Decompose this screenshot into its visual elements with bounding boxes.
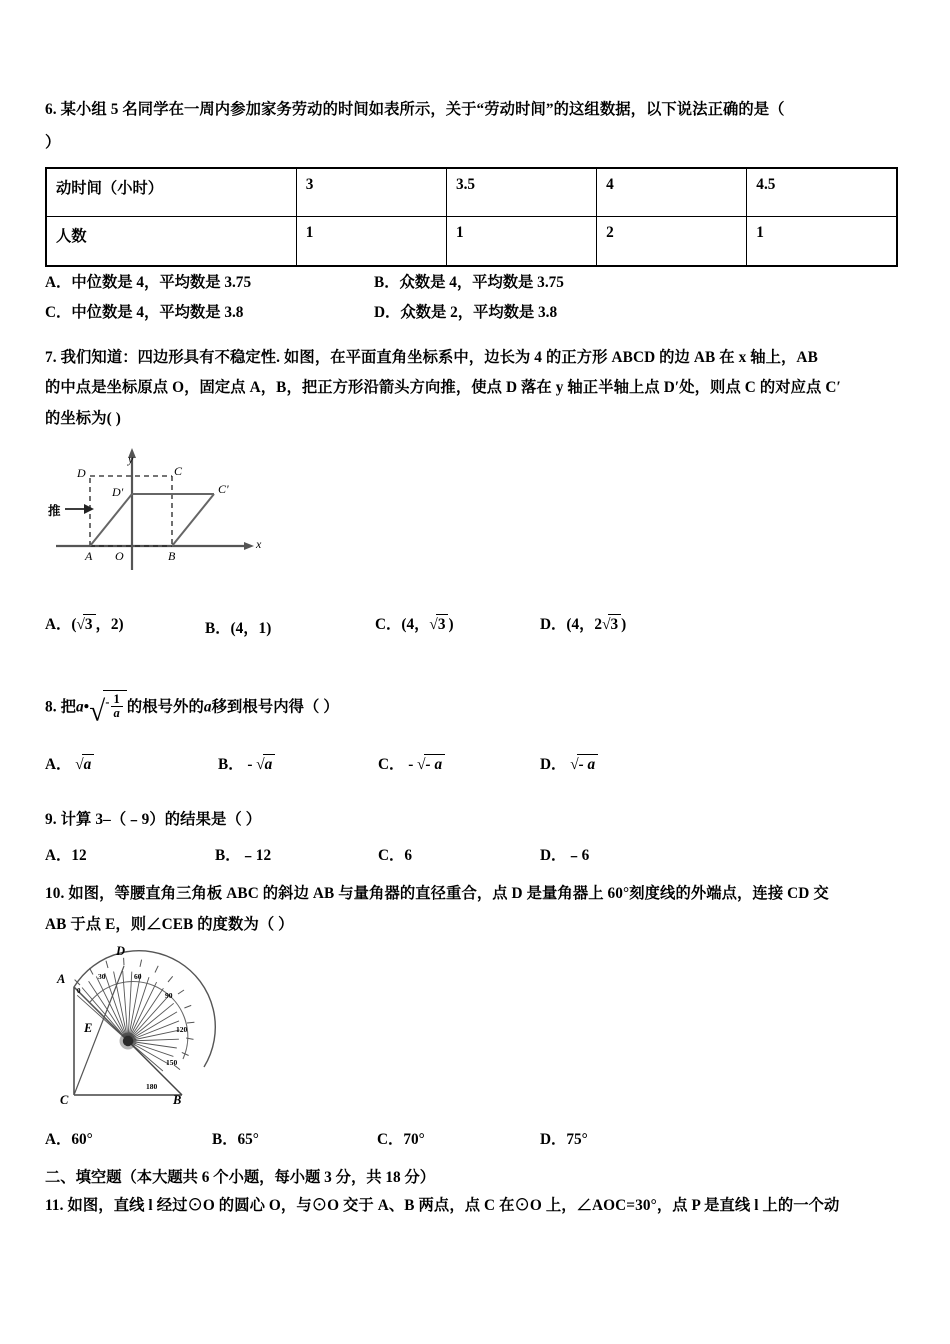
point-label-A: A — [57, 972, 66, 986]
option-letter: C． — [377, 1131, 404, 1148]
point-label-B: B — [173, 1093, 182, 1107]
question-7-line-1 — [45, 348, 818, 367]
question-8-option-a — [45, 752, 94, 774]
question-10-line-1 — [45, 884, 829, 903]
question-9-option-a — [45, 843, 87, 865]
option-letter: A． — [45, 847, 72, 864]
question-9-option-b — [215, 843, 271, 865]
point-label-C: C — [174, 464, 183, 478]
question-9-number: 9. — [45, 811, 57, 828]
axis-label-x: x — [256, 537, 262, 551]
question-11-line-1 — [45, 1196, 839, 1215]
option-letter: D． — [374, 304, 401, 321]
option-text: (4，1) — [230, 620, 272, 637]
question-10-figure — [52, 944, 257, 1109]
coordinate-square-push-diagram — [48, 442, 283, 574]
option-text: 75° — [566, 1131, 588, 1148]
option-letter: A． — [45, 616, 72, 633]
question-7-text: 我们知道：四边形具有不稳定性. 如图，在平面直角坐标系中，边长为 4 的正方形 ABCD 的边 AB 在 x 轴上，AB — [60, 349, 818, 366]
option-text: 中位数是 4，平均数是 3.75 — [71, 274, 252, 291]
scale-label-120: 120 — [176, 1025, 188, 1034]
option-text: 众数是 2，平均数是 3.8 — [400, 304, 558, 321]
option-letter: D． — [540, 847, 567, 864]
question-6-option-b — [374, 270, 564, 292]
option-coefficient: 2 — [594, 616, 603, 633]
table-cell-count-1: 1 — [446, 216, 596, 266]
question-10-line-2: AB 于点 E，则∠CEB 的度数为（ ） — [45, 916, 294, 933]
option-letter: B． — [215, 847, 241, 864]
option-letter: D． — [540, 616, 567, 633]
option-text: ) — [621, 616, 627, 633]
minus-sign: - — [247, 756, 253, 773]
table-row — [46, 216, 897, 266]
question-6-line-1 — [45, 100, 785, 119]
option-letter: D． — [540, 756, 567, 773]
scale-label-60: 60 — [134, 972, 142, 981]
point-label-C: C — [60, 1093, 69, 1107]
question-9-option-c — [378, 843, 412, 865]
question-8-mid-text: 的根号外的 — [126, 698, 204, 716]
option-letter: C． — [378, 756, 405, 773]
question-8-option-d — [540, 752, 598, 774]
option-letter: B． — [212, 1131, 238, 1148]
question-11-text: 如图，直线 l 经过⊙O 的圆心 O，与⊙O 交于 A、B 两点，点 C 在⊙O 上，∠AOC=30°，点 P 是直线 l 上的一个动 — [67, 1197, 840, 1214]
table-cell-count-3: 1 — [747, 216, 897, 266]
variable-a-2: a — [203, 698, 212, 716]
question-10-option-c — [377, 1127, 425, 1149]
option-letter: C． — [375, 616, 402, 633]
option-text: 12 — [71, 847, 87, 864]
table-header-count: 人数 — [46, 216, 296, 266]
option-text: ，2) — [95, 616, 124, 633]
question-8-prefix: 把 — [60, 698, 77, 716]
scale-label-0: 0 — [77, 987, 81, 995]
option-text: 中位数是 4，平均数是 3.8 — [71, 304, 244, 321]
radical-sqrt-a: √a — [256, 754, 275, 774]
option-text: 60° — [71, 1131, 93, 1148]
point-label-E: E — [84, 1021, 93, 1035]
table-cell-count-0: 1 — [296, 216, 446, 266]
question-7-option-a — [45, 612, 124, 634]
labor-time-table — [45, 167, 898, 267]
minus-sign: - — [105, 695, 110, 710]
question-10-number: 10. — [45, 885, 65, 902]
radical-sqrt-minus-a: √- a — [570, 754, 598, 774]
minus-sign: - — [408, 756, 414, 773]
question-9-option-d — [540, 843, 589, 865]
question-10-option-b — [212, 1127, 259, 1149]
table-cell-time-3: 4.5 — [747, 168, 897, 216]
scale-label-180: 180 — [146, 1082, 158, 1091]
point-label-D-prime: D' — [112, 485, 124, 499]
option-text: 众数是 4，平均数是 3.75 — [399, 274, 564, 291]
option-letter: B． — [374, 274, 400, 291]
question-7-line-3: 的坐标为( ) — [45, 410, 121, 427]
table-cell-time-2: 4 — [597, 168, 747, 216]
option-letter: D． — [540, 1131, 567, 1148]
table-row — [46, 168, 897, 216]
question-8-option-c — [378, 752, 445, 774]
push-direction-label: 推 — [48, 504, 61, 518]
point-label-A: A — [85, 549, 93, 563]
option-letter: A． — [45, 756, 72, 773]
option-letter: B． — [205, 620, 231, 637]
radical-sqrt3: √3 — [429, 614, 448, 634]
question-8-number: 8. — [45, 698, 57, 716]
option-letter: C． — [45, 304, 72, 321]
point-label-D: D — [116, 944, 126, 958]
question-6-text: 某小组 5 名同学在一周内参加家务劳动的时间如表所示，关于“劳动时间”的这组数据，以下说法正确的是（ — [60, 101, 785, 118]
option-text: 6 — [404, 847, 413, 864]
option-text: (4， — [401, 616, 430, 633]
question-9-text: 计算 3–（﹣9）的结果是（ ） — [60, 811, 262, 828]
radical-sqrt3: √3 — [76, 614, 95, 634]
option-text: ( — [71, 616, 77, 633]
scale-label-90: 90 — [165, 991, 173, 1000]
question-6-number: 6. — [45, 101, 57, 118]
question-8-option-b — [218, 752, 275, 774]
radical-sqrt-a: √a — [75, 754, 94, 774]
table-cell-time-0: 3 — [296, 168, 446, 216]
option-letter: A． — [45, 1131, 72, 1148]
section-2-heading: 二、填空题（本大题共 6 个小题，每小题 3 分，共 18 分） — [45, 1169, 436, 1186]
variable-a: a — [76, 698, 84, 716]
scale-label-150: 150 — [166, 1058, 178, 1067]
point-label-C-prime: C' — [218, 482, 229, 496]
question-7-line-2: 的中点是坐标原点 O，固定点 A，B，把正方形沿箭头方向推，使点 D 落在 y 轴正半轴上点 D′处，则点 C 的对应点 C′ — [45, 379, 841, 396]
option-text: 70° — [403, 1131, 425, 1148]
option-letter: C． — [378, 847, 405, 864]
point-label-O: O — [115, 549, 124, 563]
radical-sqrt-minus-a: √- a — [417, 754, 445, 774]
table-cell-count-2: 2 — [597, 216, 747, 266]
radical-expression: √- $\frac{1}{a}$ — [89, 690, 127, 724]
question-9-line-1 — [45, 810, 261, 829]
question-6-line-2: ） — [45, 134, 61, 151]
question-7-option-d — [540, 612, 626, 634]
question-10-option-a — [45, 1127, 93, 1149]
point-label-B: B — [168, 549, 176, 563]
table-header-time: 动时间（小时） — [46, 168, 296, 216]
question-11-number: 11. — [45, 1197, 64, 1214]
option-text: ) — [448, 616, 454, 633]
question-6-option-a — [45, 270, 251, 292]
question-7-figure — [48, 442, 283, 574]
axis-label-y: y — [128, 452, 134, 466]
question-10-option-d — [540, 1127, 588, 1149]
table-cell-time-1: 3.5 — [446, 168, 596, 216]
question-6-option-d — [374, 300, 557, 322]
radical-sqrt3: √3 — [602, 614, 621, 634]
multiplication-dot: • — [83, 698, 90, 716]
option-text: (4， — [566, 616, 595, 633]
question-7-option-b — [205, 616, 271, 638]
question-8-end-text: 移到根号内得（ ） — [211, 698, 339, 716]
fraction-one-over-a: $\frac{1}{a}$ — [111, 693, 123, 720]
option-text: 65° — [237, 1131, 259, 1148]
question-8-line-1 — [45, 690, 339, 728]
option-letter: B． — [218, 756, 244, 773]
scale-label-30: 30 — [98, 972, 106, 981]
option-letter: A． — [45, 274, 72, 291]
question-6-option-c — [45, 300, 243, 322]
option-text: ﹣12 — [240, 847, 272, 864]
point-label-D: D — [77, 466, 86, 480]
question-7-number: 7. — [45, 349, 57, 366]
question-7-option-c — [375, 612, 454, 634]
question-10-text: 如图，等腰直角三角板 ABC 的斜边 AB 与量角器的直径重合，点 D 是量角器上 60°刻度线的外端点，连接 CD 交 — [68, 885, 829, 902]
option-text: ﹣6 — [566, 847, 590, 864]
